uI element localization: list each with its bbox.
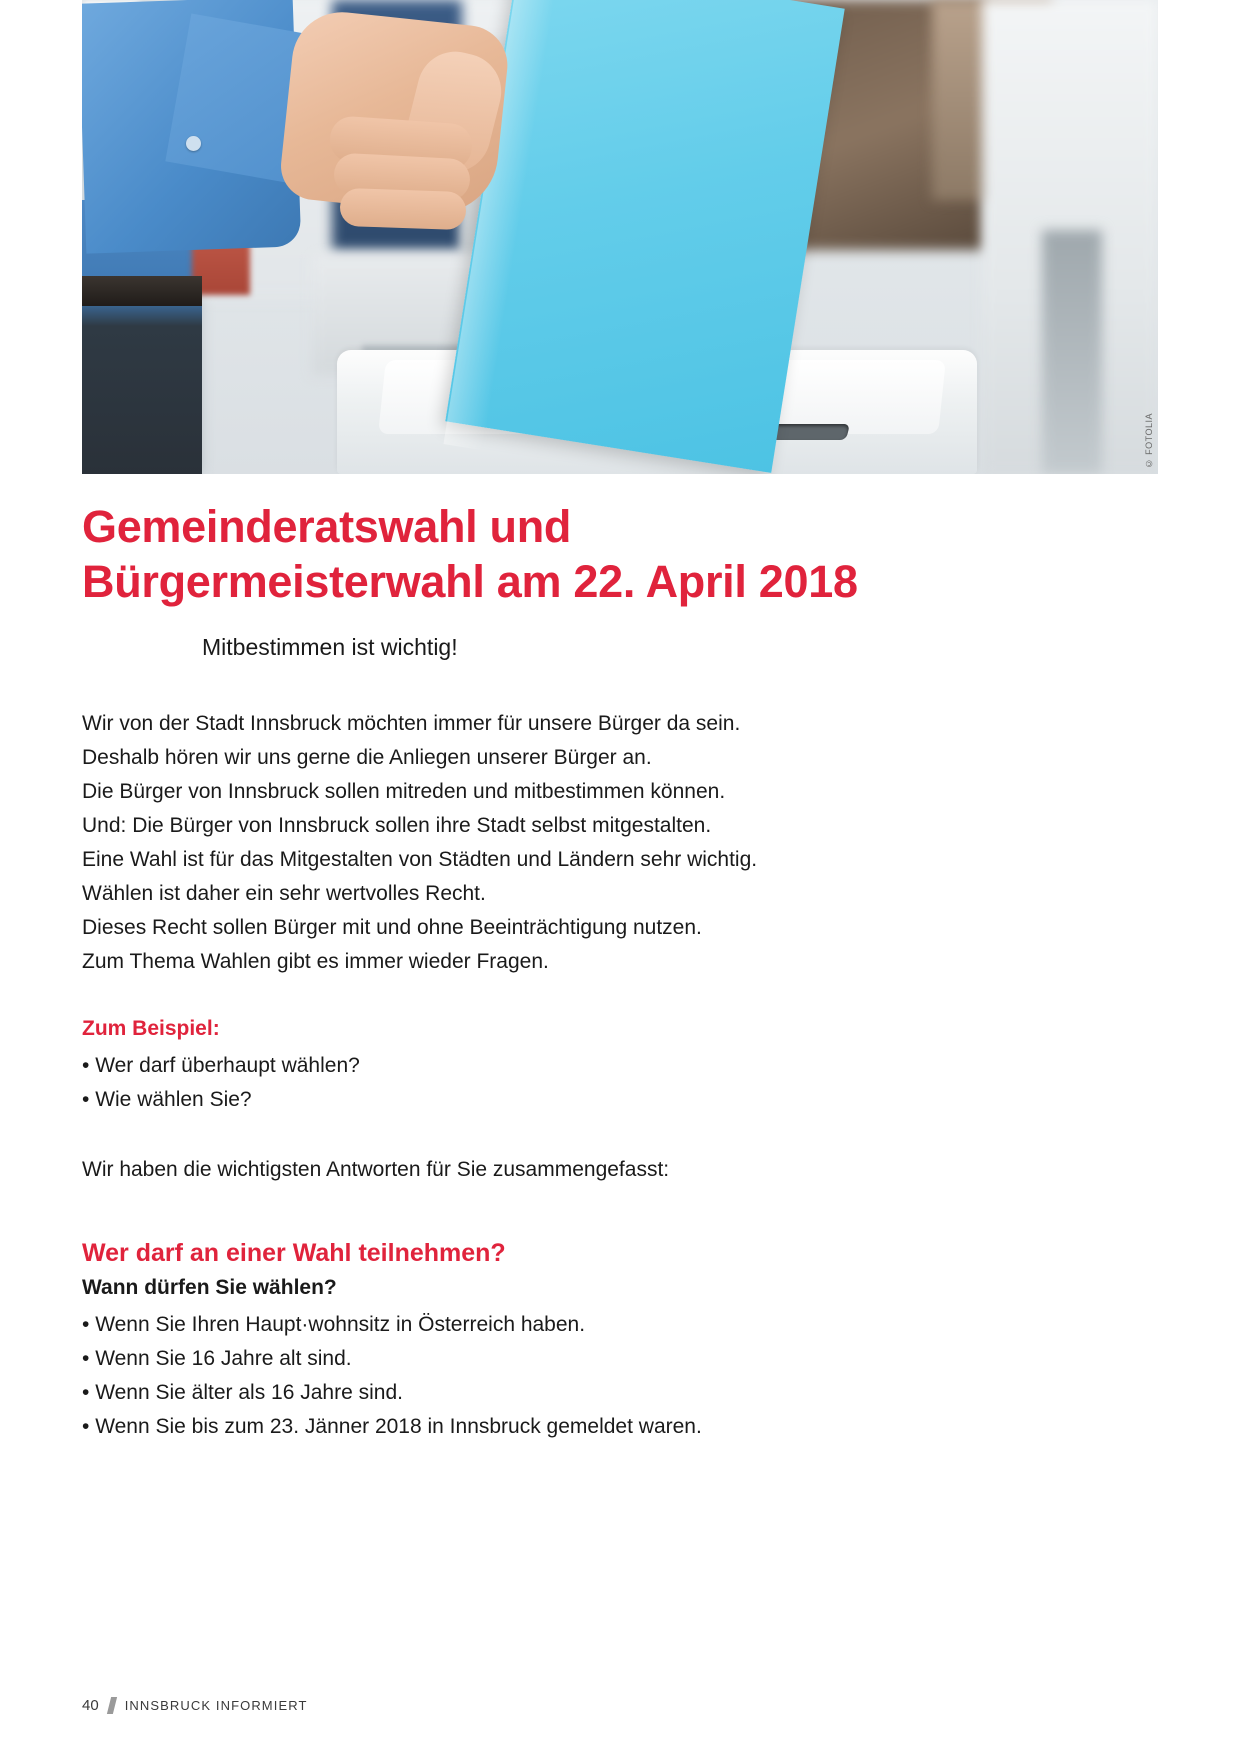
participation-list (82, 1308, 1158, 1444)
summary-paragraph: Wir haben die wichtigsten Antworten für Sie zusammengefasst: (82, 1157, 670, 1181)
shirt-cuff-button (186, 136, 201, 151)
intro-line: Wählen ist daher ein sehr wertvolles Recht. (82, 881, 486, 905)
person-finger-ring (339, 188, 466, 230)
article-content (82, 500, 1158, 1444)
headline-line-2: Bürgermeisterwahl am 22. April 2018 (82, 555, 858, 607)
intro-line: Deshalb hören wir uns gerne die Anliegen unserer Bürger an. (82, 745, 652, 769)
example-heading: Zum Beispiel: (82, 1016, 220, 1040)
headline-line-1: Gemeinderatswahl und (82, 501, 572, 552)
list-item: • Wenn Sie 16 Jahre alt sind. (82, 1342, 1158, 1376)
photo-scene (82, 0, 1158, 474)
section-heading-participation: Wer darf an einer Wahl teilnehmen? (82, 1238, 506, 1267)
intro-line: Die Bürger von Innsbruck sollen mitreden und mitbestimmen können. (82, 779, 726, 803)
photo-credit: © FOTOLIA (1144, 412, 1154, 468)
list-item: • Wer darf überhaupt wählen? (82, 1049, 1158, 1083)
list-item: • Wenn Sie bis zum 23. Jänner 2018 in Innsbruck gemeldet waren. (82, 1410, 1158, 1444)
intro-line: Eine Wahl ist für das Mitgestalten von Städten und Ländern sehr wichtig. (82, 847, 758, 871)
intro-line: Zum Thema Wahlen gibt es immer wieder Fragen. (82, 949, 549, 973)
intro-line: Wir von der Stadt Innsbruck möchten immer für unsere Bürger da sein. (82, 711, 741, 735)
background-cabinet-shadow (1042, 230, 1102, 474)
page-title (82, 500, 1158, 610)
list-item: • Wenn Sie älter als 16 Jahre sind. (82, 1376, 1158, 1410)
footer-imprint: INNSBRUCK INFORMIERT (124, 1698, 308, 1713)
intro-paragraph (82, 707, 1158, 979)
person-belt (82, 276, 202, 306)
intro-line: Und: Die Bürger von Innsbruck sollen ihre Stadt selbst mitgestalten. (82, 813, 712, 837)
list-item: • Wie wählen Sie? (82, 1083, 1158, 1117)
page-number: 40 (82, 1697, 99, 1714)
subheadline: Mitbestimmen ist wichtig! (202, 633, 458, 660)
list-item: • Wenn Sie Ihren Haupt·wohnsitz in Österreich haben. (82, 1308, 1158, 1342)
slash-divider-icon (107, 1697, 117, 1714)
example-list (82, 1049, 1158, 1117)
section-subheading-participation: Wann dürfen Sie wählen? (82, 1275, 337, 1299)
intro-line: Dieses Recht sollen Bürger mit und ohne Beeinträchtigung nutzen. (82, 915, 702, 939)
page-footer (82, 1697, 1158, 1714)
hero-image (82, 0, 1158, 474)
